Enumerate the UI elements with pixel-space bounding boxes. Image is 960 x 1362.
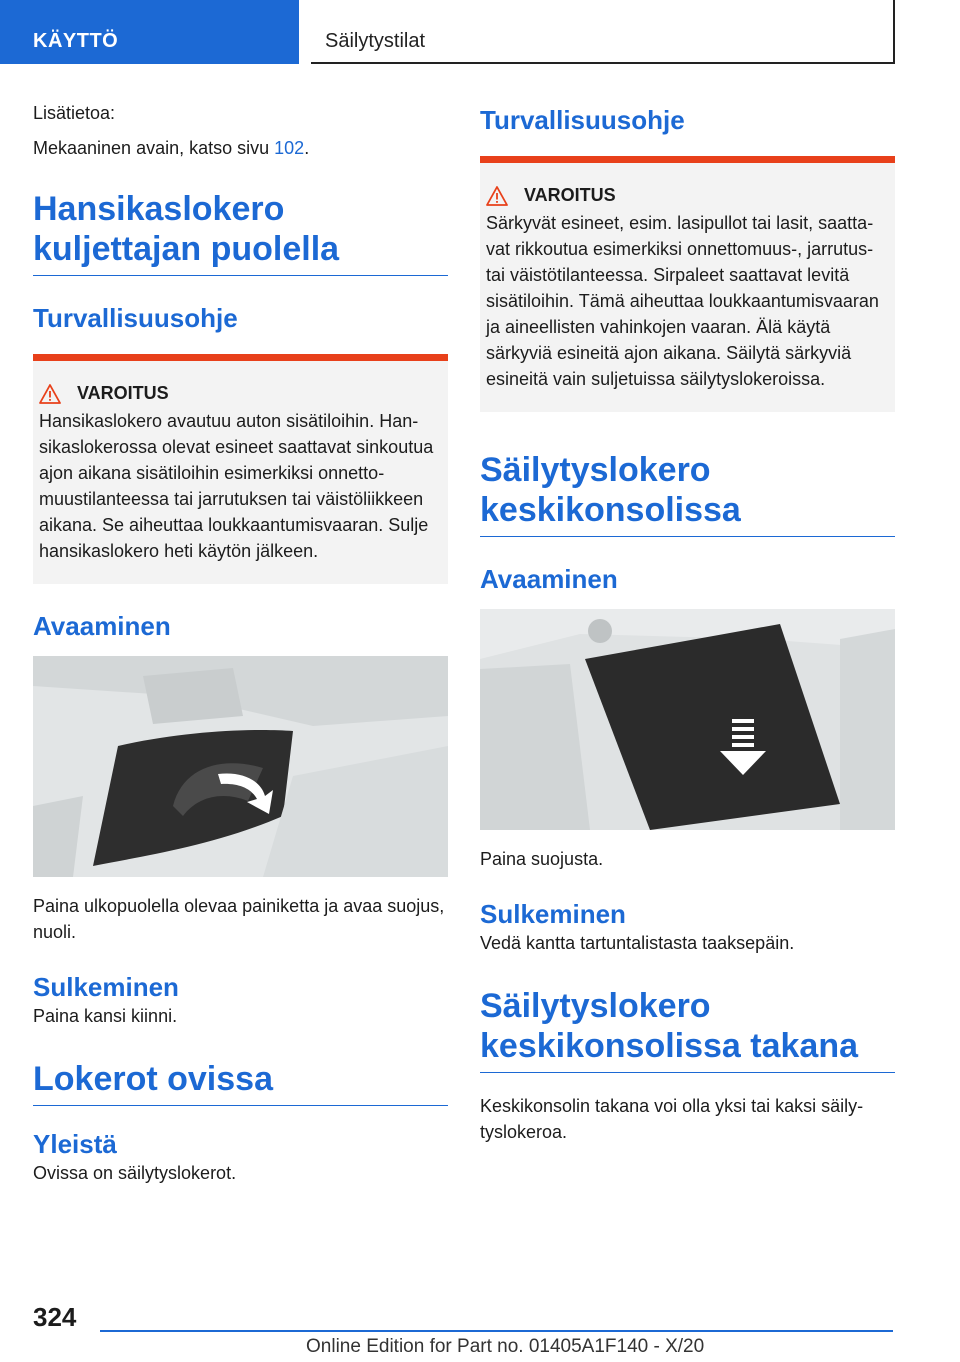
header-section-label: KÄYTTÖ: [33, 30, 119, 52]
heading-safety-left: Turvallisuusohje: [33, 303, 238, 333]
heading-doors: Lokerot ovissa: [33, 1059, 448, 1106]
opening-text-left: Paina ulkopuolella olevaa painiketta ja avaa suojus, nuoli.: [33, 896, 445, 942]
warning-box-left: [33, 354, 448, 584]
warning-body-right: Särkyvät esineet, esim. lasipullot tai lasit, saattavat rikkoutua esimerkiksi onnettomuus-, jarrutus- tai väistötilanteessa. Sirpaleet saattavat levitä sisätiloihin. Tämä aiheuttaa loukkaantumisvaaran ja aineellisten vahinkojen vaaran. Älä käytä särkyviä esineitä ajon aikana. Säilytä särkyviä esineitä vain suljetuissa säilytyslokeroissa.: [486, 213, 879, 389]
info-label: Lisätietoa:: [33, 103, 116, 123]
heading-closing-right: Sulkeminen: [480, 899, 626, 929]
warning-body: Hansikaslokero avautuu auton sisätiloihin. Hansikaslokerossa olevat esineet saattavat sinkoutua ajon aikana sisätiloihin esimerkiksi onnettomuustilanteessa tai jarrutuksen tai väistöliikkeen aikana. Se aiheuttaa loukkaantumisvaaran. Sulje hansikaslokero heti käytön jälkeen.: [39, 411, 434, 561]
console-image: [480, 609, 895, 830]
page-link[interactable]: 102: [274, 138, 305, 158]
left-column: [33, 100, 448, 1186]
info-text: Mekaaninen avain, katso sivu: [33, 138, 270, 158]
warning-box-right: [480, 156, 895, 412]
page-number: 324: [33, 1302, 77, 1332]
opening-text-right: Paina suojusta.: [480, 849, 604, 869]
warning-title-row-right: [486, 185, 887, 206]
info-paragraph: [33, 135, 448, 161]
heading-closing-left: Sulkeminen: [33, 972, 179, 1002]
heading-rear: Säilytyslokero keskikonsolissa takana: [480, 986, 895, 1073]
heading-console: Säilytyslokero keskikonsolissa: [480, 450, 895, 537]
warning-triangle-icon: [39, 384, 61, 404]
header-title: Säilytystilat: [325, 30, 426, 52]
right-column: [480, 100, 895, 1145]
heading-opening-left: Avaaminen: [33, 611, 171, 641]
heading-general: Yleistä: [33, 1129, 117, 1159]
info-dot: .: [304, 138, 310, 158]
heading-opening-right: Avaaminen: [480, 564, 618, 594]
glovebox-image: [33, 656, 448, 877]
heading-glovebox: Hansikaslokero kuljettajan puolella: [33, 189, 448, 276]
warning-title-row: [39, 383, 440, 404]
warning-title: VAROITUS: [77, 383, 169, 403]
header-section-tab: [0, 0, 299, 64]
rear-text: Keskikonsolin takana voi olla yksi tai kaksi säilytyslokeroa.: [480, 1096, 864, 1142]
closing-text-left: Paina kansi kiinni.: [33, 1006, 178, 1026]
closing-text-right: Vedä kantta tartuntalistasta taaksepäin.: [480, 933, 795, 953]
general-text: Ovissa on säilytyslokerot.: [33, 1163, 237, 1183]
footer-rule: [100, 1330, 893, 1332]
header-title-box: [311, 0, 895, 64]
warning-title-right: VAROITUS: [524, 185, 616, 205]
footer-edition: Online Edition for Part no. 01405A1F140 - X/20: [306, 1336, 705, 1357]
warning-triangle-icon: [486, 186, 508, 206]
heading-safety-right: Turvallisuusohje: [480, 105, 685, 135]
